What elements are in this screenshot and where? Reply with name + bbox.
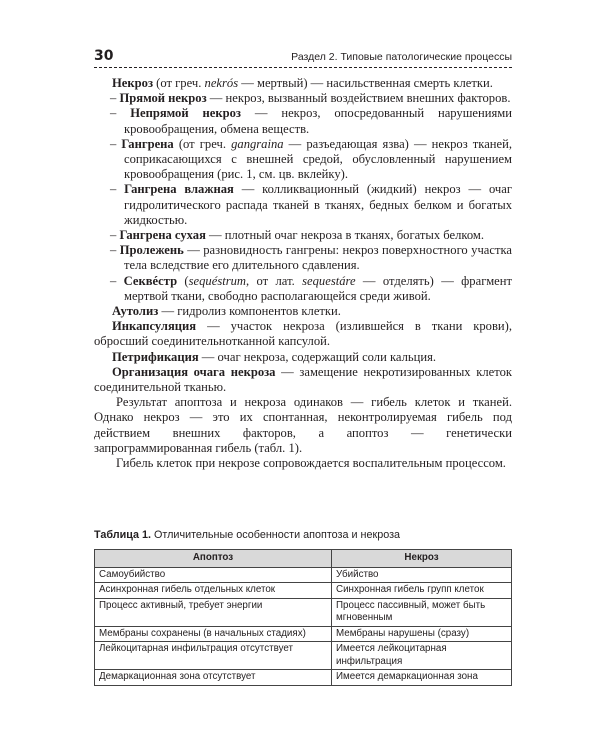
table-cell: Имеется лейкоцитарная инфильтрация <box>332 642 512 670</box>
paragraph-comparison: Результат апоптоза и некроза одинаков — гибель клеток и тканей. Однако некроз — это их спонтанная, неконтролируемая гибель под действием внешних факторов, а апоптоз — генетически запрограммированная гибель (табл. 1). <box>94 395 512 455</box>
comparison-table <box>94 549 512 686</box>
table-row <box>95 583 512 599</box>
table-row <box>95 642 512 670</box>
subterm-indirect-necrosis: – Непрямой некроз — некроз, опосредованный нарушениями кровообращения, обмена веществ. <box>110 106 512 136</box>
term-necrosis: Некроз <box>112 76 154 90</box>
subterm-sequestrum: – Секвéстр (sequéstrum, от лат. sequestáre — отделять) — фрагмент мертвой ткани, свободно располагающейся среди живой. <box>110 273 513 303</box>
definition-necrosis: Некроз (от греч. nekrós — мертвый) — насильственная смерть клетки. <box>112 76 493 90</box>
table-cell: Синхронная гибель групп клеток <box>332 583 512 599</box>
subterm-gangrene: – Гангрена (от греч. gangraina — разъедающая язва) — некроз тканей, соприкасающихся с внешней средой, обусловленный нарушением кровообращения (рис. 1, см. цв. вклейку). <box>110 136 513 182</box>
table-cell: Демаркационная зона отсутствует <box>95 670 332 686</box>
table-cell: Мембраны сохранены (в начальных стадиях) <box>95 626 332 642</box>
table-caption <box>94 529 512 541</box>
definition-encapsulation: Инкапсуляция — участок некроза (излившейся в ткани крови), обросший соединительнотканной капсулой. <box>94 319 512 349</box>
subterm-wet-gangrene: – Гангрена влажная — колликвационный (жидкий) некроз — очаг гидролитического распада тканей в тканях, бедных белком и богатых жидкостью. <box>110 182 512 227</box>
table-row <box>95 626 512 642</box>
table-cell: Процесс активный, требует энергии <box>95 598 332 626</box>
table-cell: Имеется демаркационная зона <box>332 670 512 686</box>
definition-organization: Организация очага некроза — замещение некротизированных клеток соединительной тканью. <box>94 364 512 395</box>
subterm-bedsore: – Пролежень — разновидность гангрены: некроз поверхностного участка тела вследствие его длительного сдавления. <box>110 243 512 273</box>
page-body <box>94 76 512 471</box>
table-cell: Процесс пассивный, может быть мгновенным <box>332 598 512 626</box>
table-row <box>95 567 512 583</box>
running-header <box>94 48 512 66</box>
page-number: 30 <box>94 48 114 64</box>
table-header-row <box>95 550 512 568</box>
subterm-dry-gangrene: – Гангрена сухая — плотный очаг некроза в тканях, богатых белком. <box>110 228 485 243</box>
column-header-necrosis: Некроз <box>332 550 512 568</box>
table-row <box>95 670 512 686</box>
table-cell: Убийство <box>332 567 512 583</box>
column-header-apoptosis: Апоптоз <box>95 550 332 568</box>
table-caption-label: Таблица 1. <box>94 529 152 541</box>
section-title: Раздел 2. Типовые патологические процессы <box>291 51 512 63</box>
table-row <box>95 598 512 626</box>
subterm-direct-necrosis: – Прямой некроз — некроз, вызванный воздействием внешних факторов. <box>110 91 511 106</box>
paragraph-inflammation: Гибель клеток при некрозе сопровождается воспалительным процессом. <box>116 456 506 471</box>
table-cell: Самоубийство <box>95 567 332 583</box>
definition-autolysis: Аутолиз — гидролиз компонентов клетки. <box>112 304 341 319</box>
table-caption-text: Отличительные особенности апоптоза и некроза <box>151 529 401 541</box>
table-cell: Мембраны нарушены (сразу) <box>332 626 512 642</box>
table-cell: Лейкоцитарная инфильтрация отсутствует <box>95 642 332 670</box>
header-rule <box>94 67 512 68</box>
definition-petrification: Петрификация — очаг некроза, содержащий соли кальция. <box>112 349 437 364</box>
table-cell: Асинхронная гибель отдельных клеток <box>95 583 332 599</box>
